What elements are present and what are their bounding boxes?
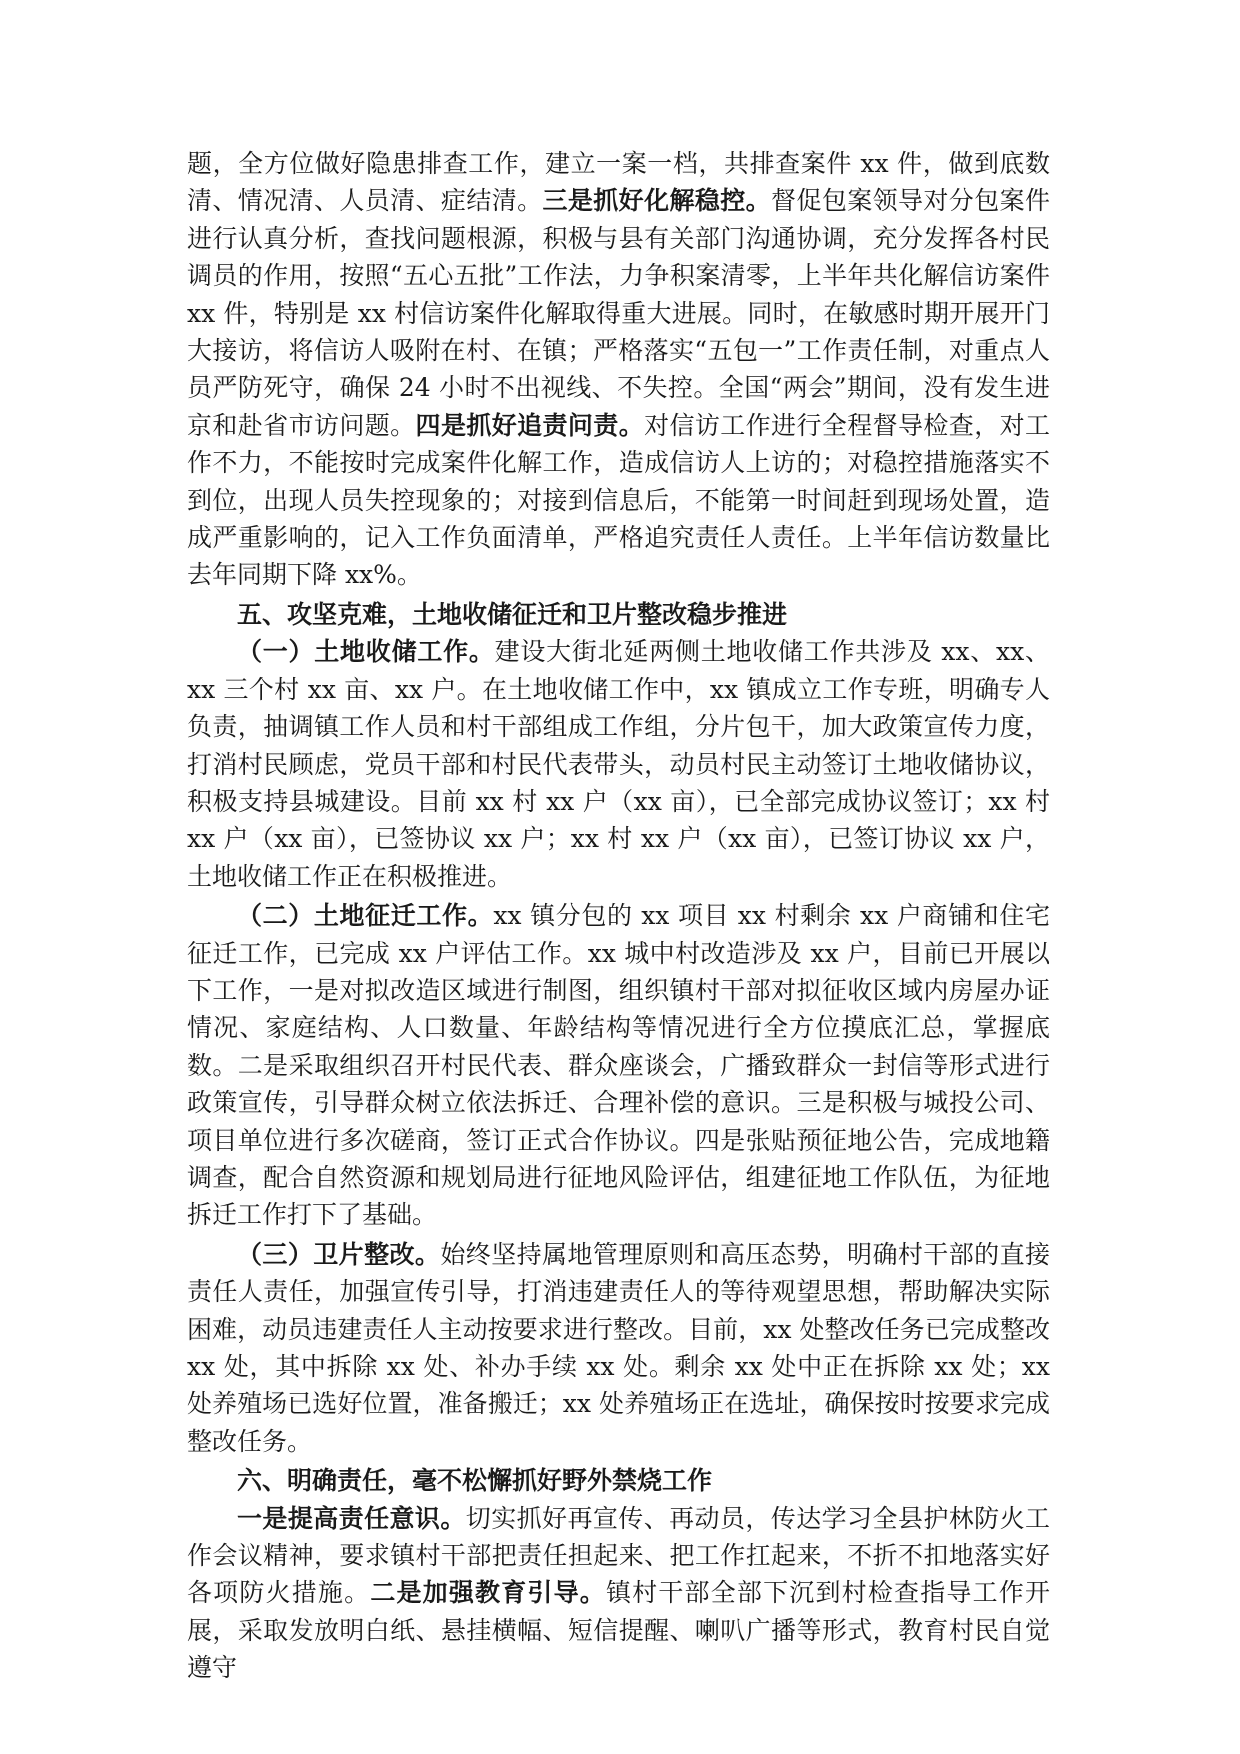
paragraph-text: 镇村干部全部下沉到村检查指导工作开展，采取发放明白纸、悬挂横幅、短信提醒、喇叭广播等形式，教育村民自觉遵守 — [187, 1578, 1050, 1683]
subsection-title: （一）土地收储工作。 — [237, 637, 495, 667]
bold-lead-in: 一是提高责任意识。 — [237, 1503, 466, 1533]
section-heading-5: 五、攻坚克难，土地收储征迁和卫片整改稳步推进 — [237, 599, 788, 629]
section-heading-6: 六、明确责任，毫不松懈抓好野外禁烧工作 — [237, 1466, 713, 1496]
paragraph-text: 督促包案领导对分包案件进行认真分析，查找问题根源，积极与县有关部门沟通协调，充分发挥各村民调员的作用，按照“五心五批”工作法，力争积案清零，上半年共化解信访案件 xx 件，特别是 xx 村信访案件化解取得重大进展。同时，在敏感时期开展开门大接访，将信访人吸附在村、在镇；严格落实“五包一”工作责任制，对重点人员严防死守，确保 24 小时不出视线、不失控。全国“两会”期间，没有发生进京和赴省市访问题。 — [187, 186, 1050, 440]
paragraph-text: xx 镇分包的 xx 项目 xx 村剩余 xx 户商铺和住宅征迁工作，已完成 xx 户评估工作。xx 城中村改造涉及 xx 户，目前已开展以下工作，一是对拟改造区域进行制图，组织镇村干部对拟征收区域内房屋办证情况、家庭结构、人口数量、年龄结构等情况进行全方位摸底汇总，掌握底数。二是采取组织召开村民代表、群众座谈会，广播致群众一封信等形式进行政策宣传，引导群众树立依法拆迁、合理补偿的意识。三是积极与城投公司、项目单位进行多次磋商，签订正式合作协议。四是张贴预征地公告，完成地籍调查，配合自然资源和规划局进行征地风险评估，组建征地工作队伍，为征地拆迁工作打下了基础。 — [187, 901, 1050, 1230]
bold-lead-in: 四是抓好追责问责。 — [415, 410, 645, 440]
paragraph-petition-continued — [187, 145, 1050, 594]
paragraph-text: 题，全方位做好隐患排查工作，建立一案一档，共排查案件 xx 件，做到底数清、情况清、人员清、症结清。 — [187, 149, 1050, 216]
paragraph-text: 建设大街北延两侧土地收储工作共涉及 xx、xx、xx 三个村 xx 亩、xx 户。在土地收储工作中，xx 镇成立工作专班，明确专人负责，抽调镇工作人员和村干部组成工作组，分片包干，加大政策宣传力度，打消村民顾虑，党员干部和村民代表带头，动员村民主动签订土地收储协议，积极支持县城建设。目前 xx 村 xx 户（xx 亩），已全部完成协议签订；xx 村 xx 户（xx 亩），已签协议 xx 户；xx 村 xx 户（xx 亩），已签订协议 xx 户，土地收储工作正在积极推进。 — [187, 637, 1050, 891]
subsection-land-reserve — [187, 633, 1050, 895]
subsection-title: （二）土地征迁工作。 — [237, 901, 494, 931]
paragraph-text: 对信访工作进行全程督导检查，对工作不力，不能按时完成案件化解工作，造成信访人上访的；对稳控措施落实不到位，出现人员失控现象的；对接到信息后，不能第一时间赶到现场处置，造成严重影响的，记入工作负面清单，严格追究责任人责任。上半年信访数量比去年同期下降 xx%。 — [187, 410, 1050, 590]
subsection-land-expropriation — [187, 897, 1050, 1234]
paragraph-text: 始终坚持属地管理原则和高压态势，明确村干部的直接责任人责任，加强宣传引导，打消违建责任人的等待观望思想，帮助解决实际困难，动员违建责任人主动按要求进行整改。目前，xx 处整改任务已完成整改 xx 处，其中拆除 xx 处、补办手续 xx 处。剩余 xx 处中正在拆除 xx 处；xx 处养殖场已选好位置，准备搬迁；xx 处养殖场正在选址，确保按时按要求完成整改任务。 — [187, 1239, 1050, 1456]
bold-lead-in: 三是抓好化解稳控。 — [542, 186, 772, 216]
subsection-satellite-rectification — [187, 1236, 1050, 1460]
bold-lead-in: 二是加强教育引导。 — [370, 1578, 606, 1608]
subsection-title: （三）卫片整改。 — [237, 1239, 441, 1269]
paragraph-text: 切实抓好再宣传、再动员，传达学习全县护林防火工作会议精神，要求镇村干部把责任担起来、把工作扛起来，不折不扣地落实好各项防火措施。 — [187, 1503, 1050, 1608]
paragraph-burn-ban — [187, 1500, 1050, 1687]
